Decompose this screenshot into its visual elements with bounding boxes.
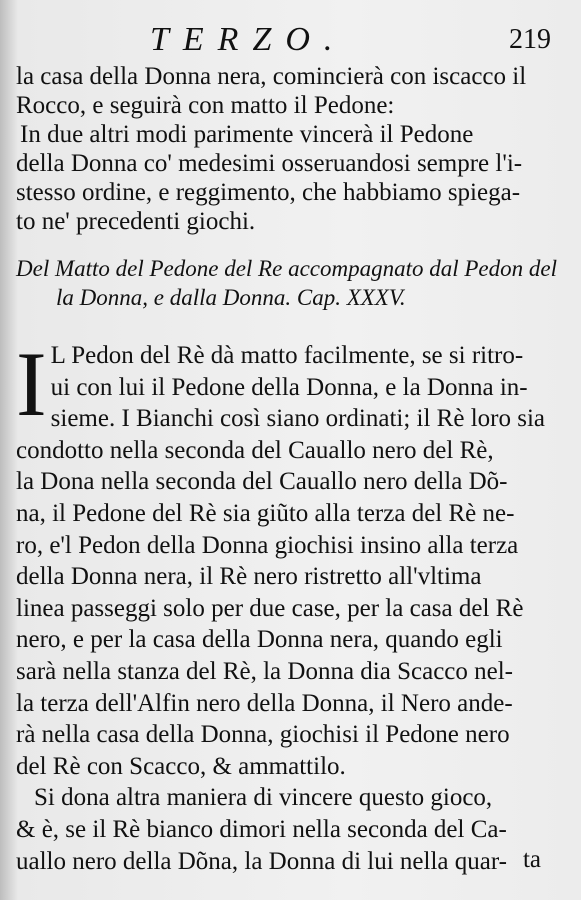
text-line: sieme. I Bianchi così siano ordinati; il Rè loro sia [50, 405, 545, 433]
text-line: della Donna nera, il Rè nero ristretto all'vltima [16, 563, 482, 591]
text-line: rà nella casa della Donna, giochisi il Pedone nero [16, 721, 510, 749]
text-line: ui con lui il Pedone della Donna, e la Donna in- [50, 373, 528, 401]
text-line: la casa della Donna nera, comincierà con iscacco il [16, 63, 527, 90]
paragraph-continuation [16, 62, 546, 120]
text-line: Si dona altra maniera di vincere questo gioco, [34, 784, 493, 812]
text-line: linea passeggi solo per due case, per la casa del Rè [16, 594, 524, 622]
text-line: In due altri modi parimente vincerà il Pedone [20, 121, 474, 148]
text-line: stesso ordine, e reggimento, che habbiamo spiega- [16, 179, 521, 206]
text-line: sarà nella stanza del Rè, la Donna dia Scacco nel- [16, 657, 513, 685]
text-line: ro, e'l Pedon della Donna giochisi insino alla terza [16, 531, 519, 559]
page-header [0, 18, 581, 58]
page-number: 219 [509, 24, 551, 55]
heading-line: la Donna, e dalla Donna. Cap. XXXV. [56, 285, 406, 310]
text-line: la terza dell'Alfin nero della Donna, il Nero ande- [16, 689, 513, 717]
text-line: to ne' precedenti giochi. [16, 208, 256, 235]
running-head: TERZO. [150, 21, 347, 58]
drop-cap: I [16, 333, 47, 435]
text-line: nero, e per la casa della Donna nera, quando egli [16, 626, 503, 654]
chapter-heading [16, 254, 557, 312]
text-line: L Pedon del Rè dà matto facilmente, se si ritro- [50, 342, 524, 369]
paragraph [16, 120, 546, 236]
text-line: della Donna co' medesimi osseruandosi sempre l'i- [16, 150, 523, 177]
text-line: del Rè con Scacco, & ammattilo. [16, 752, 346, 780]
paragraph-with-dropcap [16, 333, 546, 877]
text-line: la Dona nella seconda del Cauallo nero della Dõ- [16, 468, 508, 496]
text-line: condotto nella seconda del Cauallo nero del Rè, [16, 436, 494, 464]
text-line: Rocco, e seguirà con matto il Pedone: [16, 92, 395, 119]
catchword: ta [522, 846, 541, 873]
text-line: & è, se il Rè bianco dimori nella seconda del Ca- [16, 815, 507, 843]
text-line: uallo nero della Dõna, la Donna di lui nella quar- [16, 847, 508, 875]
page-body [16, 62, 557, 877]
text-line: na, il Pedone del Rè sia giũto alla terza del Rè ne- [16, 499, 515, 527]
heading-line: Del Matto del Pedone del Re accompagnato dal Pedon del [16, 256, 557, 281]
